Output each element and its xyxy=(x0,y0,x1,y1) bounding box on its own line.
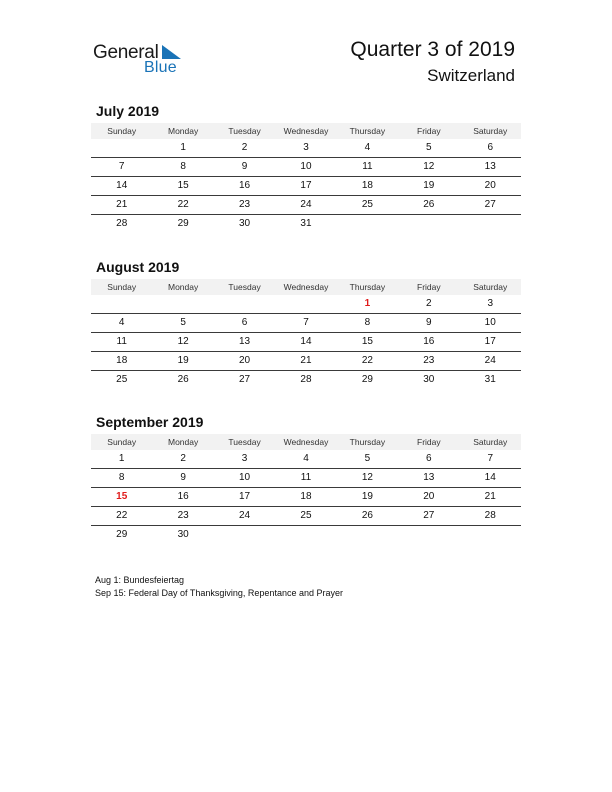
day-cell: 17 xyxy=(238,491,251,502)
holiday-day-cell: 15 xyxy=(116,491,128,502)
holiday-note: Sep 15: Federal Day of Thanksgiving, Repentance and Prayer xyxy=(95,588,343,598)
month-august xyxy=(91,258,521,389)
day-cell: 25 xyxy=(361,199,373,210)
month-july xyxy=(91,102,521,233)
day-cell: 24 xyxy=(238,510,251,521)
day-cell: 6 xyxy=(241,317,248,328)
day-cell xyxy=(460,215,521,233)
day-cell: 20 xyxy=(484,180,496,191)
day-cell: 28 xyxy=(116,218,128,229)
day-cell: 19 xyxy=(361,491,373,502)
day-cell xyxy=(460,526,521,544)
weekday-label: Saturday xyxy=(473,126,508,136)
day-cell: 18 xyxy=(361,180,373,191)
day-cell: 5 xyxy=(180,317,186,328)
weekday-label: Sunday xyxy=(107,437,137,447)
day-cell: 29 xyxy=(116,529,128,540)
weekday-label: Thursday xyxy=(349,437,386,447)
day-cell: 22 xyxy=(361,355,373,366)
week-row xyxy=(91,295,521,314)
day-cell: 4 xyxy=(364,142,371,153)
day-cell: 8 xyxy=(118,472,125,483)
day-cell: 31 xyxy=(300,218,312,229)
week-row xyxy=(91,158,521,177)
weekday-header-row xyxy=(91,123,521,139)
day-cell: 14 xyxy=(116,180,128,191)
day-cell: 12 xyxy=(177,336,189,347)
day-cell: 13 xyxy=(238,336,251,347)
month-september xyxy=(91,413,521,544)
day-cell xyxy=(214,526,275,544)
day-cell: 1 xyxy=(118,453,125,464)
day-cell xyxy=(214,295,275,313)
week-row xyxy=(91,333,521,352)
day-cell xyxy=(275,295,336,313)
weekday-header-row xyxy=(91,434,521,450)
week-row xyxy=(91,488,521,507)
week-row xyxy=(91,526,521,544)
day-cell: 20 xyxy=(238,355,251,366)
week-row xyxy=(91,352,521,371)
day-cell: 29 xyxy=(361,374,373,385)
day-cell xyxy=(337,526,398,544)
day-cell: 10 xyxy=(484,317,496,328)
logo-general-text: General xyxy=(93,42,159,63)
day-cell: 13 xyxy=(484,161,496,172)
day-cell: 25 xyxy=(116,374,128,385)
day-cell: 8 xyxy=(180,161,186,172)
weekday-label: Sunday xyxy=(107,282,137,292)
day-cell: 28 xyxy=(300,374,312,385)
day-cell: 10 xyxy=(300,161,312,172)
day-cell: 20 xyxy=(423,491,435,502)
day-cell xyxy=(91,295,152,313)
logo xyxy=(93,42,193,78)
day-cell: 6 xyxy=(426,453,432,464)
day-cell: 6 xyxy=(487,142,494,153)
holiday-notes xyxy=(95,574,343,600)
day-cell: 5 xyxy=(364,453,371,464)
weekday-label: Sunday xyxy=(107,126,137,136)
week-row xyxy=(91,507,521,526)
day-cell xyxy=(152,295,213,313)
day-cell: 1 xyxy=(180,142,186,153)
weekday-label: Friday xyxy=(417,437,441,447)
month-title: August 2019 xyxy=(96,259,180,275)
day-cell: 26 xyxy=(423,199,435,210)
day-cell xyxy=(275,526,336,544)
page-title: Quarter 3 of 2019 xyxy=(350,38,515,61)
day-cell: 16 xyxy=(423,336,435,347)
day-cell: 27 xyxy=(423,510,435,521)
day-cell: 17 xyxy=(484,336,496,347)
day-cell: 9 xyxy=(241,161,248,172)
day-cell: 17 xyxy=(300,180,312,191)
day-cell: 2 xyxy=(426,298,432,309)
weekday-label: Friday xyxy=(417,282,441,292)
day-cell: 15 xyxy=(361,336,373,347)
day-cell xyxy=(398,215,459,233)
day-cell: 22 xyxy=(116,510,128,521)
day-cell: 15 xyxy=(177,180,189,191)
day-cell: 29 xyxy=(177,218,189,229)
day-cell xyxy=(398,526,459,544)
weekday-label: Saturday xyxy=(473,282,508,292)
day-cell: 16 xyxy=(238,180,251,191)
weekday-header-row xyxy=(91,279,521,295)
day-cell: 13 xyxy=(423,472,435,483)
day-cell: 27 xyxy=(484,199,496,210)
day-cell: 16 xyxy=(177,491,189,502)
day-cell: 30 xyxy=(177,529,189,540)
weekday-label: Wednesday xyxy=(283,282,329,292)
day-cell: 31 xyxy=(484,374,496,385)
day-cell: 8 xyxy=(364,317,371,328)
day-cell: 7 xyxy=(487,453,494,464)
day-cell: 30 xyxy=(423,374,435,385)
weekday-label: Thursday xyxy=(349,282,386,292)
week-row xyxy=(91,469,521,488)
holiday-note: Aug 1: Bundesfeiertag xyxy=(95,575,185,585)
day-cell: 10 xyxy=(238,472,251,483)
day-cell: 26 xyxy=(361,510,373,521)
week-row xyxy=(91,371,521,389)
weekday-label: Wednesday xyxy=(283,126,329,136)
day-cell: 11 xyxy=(116,336,127,347)
week-row xyxy=(91,215,521,233)
day-cell: 9 xyxy=(180,472,186,483)
weekday-label: Wednesday xyxy=(283,437,329,447)
day-cell xyxy=(337,215,398,233)
day-cell: 24 xyxy=(484,355,496,366)
day-cell: 21 xyxy=(484,491,496,502)
month-title: July 2019 xyxy=(96,103,160,119)
day-cell: 14 xyxy=(300,336,312,347)
weekday-label: Friday xyxy=(417,126,441,136)
day-cell: 30 xyxy=(238,218,251,229)
day-cell: 3 xyxy=(303,142,309,153)
day-cell: 23 xyxy=(177,510,189,521)
day-cell: 18 xyxy=(116,355,128,366)
day-cell: 12 xyxy=(361,472,373,483)
day-cell xyxy=(91,139,152,157)
weekday-label: Tuesday xyxy=(228,282,261,292)
day-cell: 23 xyxy=(423,355,435,366)
week-row xyxy=(91,139,521,158)
logo-blue-text: Blue xyxy=(144,59,177,76)
country-name: Switzerland xyxy=(427,66,515,85)
day-cell: 28 xyxy=(484,510,496,521)
month-title: September 2019 xyxy=(96,414,204,430)
day-cell: 24 xyxy=(300,199,312,210)
day-cell: 26 xyxy=(177,374,189,385)
day-cell: 11 xyxy=(362,161,373,172)
day-cell: 19 xyxy=(423,180,435,191)
week-row xyxy=(91,177,521,196)
day-cell: 22 xyxy=(177,199,189,210)
logo-triangle-icon xyxy=(162,45,181,59)
weekday-label: Tuesday xyxy=(228,126,261,136)
day-cell: 4 xyxy=(118,317,125,328)
day-cell: 5 xyxy=(426,142,432,153)
weekday-label: Monday xyxy=(168,437,199,447)
week-row xyxy=(91,196,521,215)
day-cell: 27 xyxy=(238,374,251,385)
day-cell: 7 xyxy=(303,317,309,328)
weekday-label: Monday xyxy=(168,282,199,292)
week-row xyxy=(91,314,521,333)
day-cell: 3 xyxy=(241,453,248,464)
day-cell: 21 xyxy=(300,355,312,366)
day-cell: 3 xyxy=(487,298,494,309)
day-cell: 23 xyxy=(238,199,251,210)
week-row xyxy=(91,450,521,469)
day-cell: 18 xyxy=(300,491,312,502)
weekday-label: Monday xyxy=(168,126,199,136)
weekday-label: Saturday xyxy=(473,437,508,447)
day-cell: 2 xyxy=(180,453,186,464)
day-cell: 21 xyxy=(116,199,128,210)
day-cell: 25 xyxy=(300,510,312,521)
day-cell: 2 xyxy=(241,142,248,153)
day-cell: 14 xyxy=(484,472,496,483)
weekday-label: Thursday xyxy=(349,126,386,136)
day-cell: 7 xyxy=(118,161,125,172)
day-cell: 12 xyxy=(423,161,435,172)
holiday-day-cell: 1 xyxy=(364,298,371,309)
weekday-label: Tuesday xyxy=(228,437,261,447)
day-cell: 4 xyxy=(303,453,309,464)
day-cell: 9 xyxy=(426,317,432,328)
day-cell: 11 xyxy=(300,472,312,483)
day-cell: 19 xyxy=(177,355,189,366)
